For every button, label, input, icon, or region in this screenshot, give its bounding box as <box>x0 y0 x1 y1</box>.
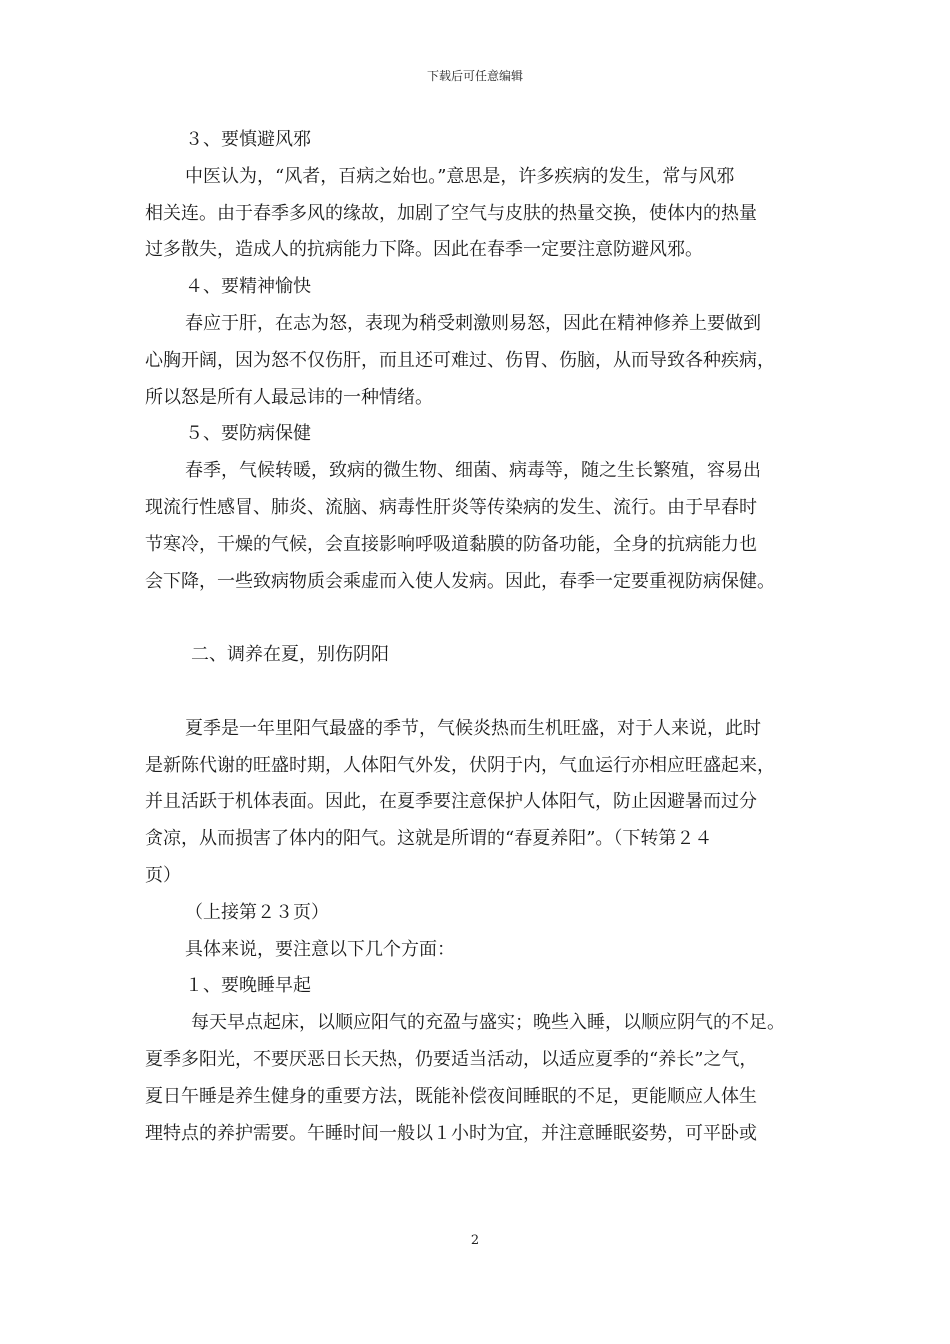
paragraph-line: 春季，气候转暖，致病的微生物、细菌、病毒等，随之生长繁殖，容易出 <box>185 460 761 482</box>
paragraph-line: 理特点的养护需要。午睡时间一般以１小时为宜，并注意睡眠姿势，可平卧或 <box>145 1122 757 1144</box>
blank-line <box>145 674 825 711</box>
paragraph-line: 夏日午睡是养生健身的重要方法，既能补偿夜间睡眠的不足，更能顺应人体生 <box>145 1085 757 1107</box>
paragraph-line: 会下降，一些致病物质会乘虚而入使人发病。因此，春季一定要重视防病保健。 <box>145 570 775 592</box>
paragraph-line: 具体来说，要注意以下几个方面： <box>185 938 455 960</box>
paragraph-line: 每天早点起床，以顺应阳气的充盈与盛实；晚些入睡，以顺应阴气的不足。 <box>191 1012 785 1034</box>
paragraph-line: 并且活跃于机体表面。因此，在夏季要注意保护人体阳气，防止因避暑而过分 <box>145 791 757 813</box>
blank-line <box>145 600 825 637</box>
section-heading: ３、要慎避风邪 <box>185 129 311 150</box>
paragraph-line: 心胸开阔，因为怒不仅伤肝，而且还可难过、伤胃、伤脑，从而导致各种疾病， <box>145 349 775 371</box>
section-heading: ５、要防病保健 <box>185 423 311 445</box>
paragraph-line: 夏季多阳光，不要厌恶日长天热，仍要适当活动，以适应夏季的“养长”之气， <box>145 1048 758 1070</box>
section-heading: ４、要精神愉快 <box>185 276 311 298</box>
paragraph-line: 夏季是一年里阳气最盛的季节，气候炎热而生机旺盛，对于人来说，此时 <box>185 717 761 739</box>
section-heading: １、要晚睡早起 <box>185 975 311 997</box>
continuation-note: （上接第２３页） <box>185 901 329 923</box>
page-header: 下载后可任意编辑 <box>426 69 523 83</box>
paragraph-line: 相关连。由于春季多风的缘故，加剧了空气与皮肤的热量交换，使体内的热量 <box>145 202 757 224</box>
document-body <box>145 122 825 1152</box>
paragraph-line: 页） <box>145 864 181 886</box>
page-number: 2 <box>470 1233 480 1248</box>
paragraph-line: 春应于肝，在志为怒，表现为稍受刺激则易怒，因此在精神修养上要做到 <box>185 312 761 334</box>
paragraph-line: 是新陈代谢的旺盛时期，人体阳气外发，伏阴于内，气血运行亦相应旺盛起来， <box>145 754 775 776</box>
paragraph-line: 过多散失，造成人的抗病能力下降。因此在春季一定要注意防避风邪。 <box>145 239 703 261</box>
paragraph-line: 所以怒是所有人最忌讳的一种情绪。 <box>145 386 433 408</box>
paragraph-line: 节寒冷，干燥的气候，会直接影响呼吸道黏膜的防备功能，全身的抗病能力也 <box>145 533 757 555</box>
paragraph-line: 贪凉，从而损害了体内的阳气。这就是所谓的“春夏养阳”。（下转第２４ <box>145 828 713 850</box>
paragraph-line: 现流行性感冒、肺炎、流脑、病毒性肝炎等传染病的发生、流行。由于早春时 <box>145 496 757 518</box>
chapter-heading: 二、调养在夏，别伤阴阳 <box>191 644 389 666</box>
paragraph-line: 中医认为，“风者，百病之始也。”意思是，许多疾病的发生，常与风邪 <box>185 165 735 187</box>
